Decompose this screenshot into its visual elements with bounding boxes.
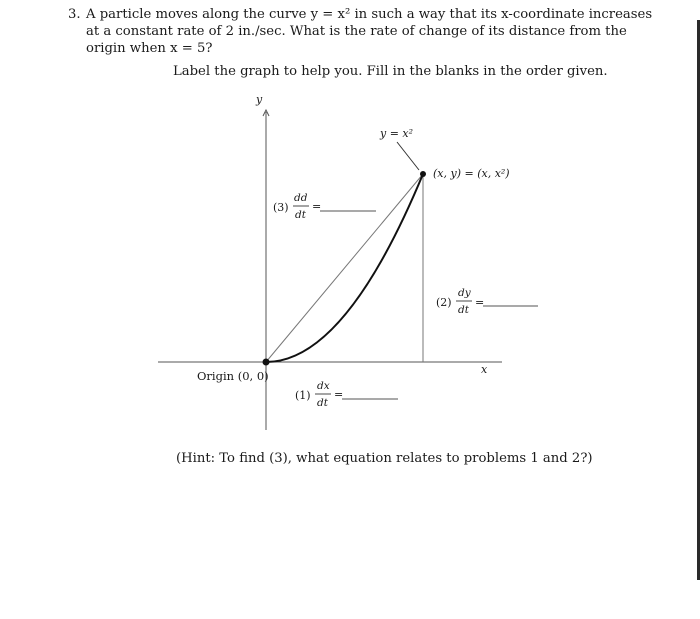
blank2-equals: =	[475, 296, 485, 309]
problem-statement: A particle moves along the curve y = x² in such a way that its x-coordinate increases at a constant rate of 2 in./sec. What is the rate of change of its distance from the origin when x = 5?	[86, 7, 653, 56]
curve-label: y = x²	[380, 127, 414, 140]
y-axis-label: y	[256, 93, 263, 106]
problem-number: 3.	[68, 7, 81, 22]
blank3-denominator: dt	[295, 209, 306, 221]
distance-segment	[266, 174, 423, 362]
blank2-numerator: dy	[458, 287, 471, 299]
point-label: (x, y) = (x, x²)	[433, 167, 510, 180]
origin-point	[263, 359, 270, 366]
blank3-numerator: dd	[294, 192, 308, 204]
x-axis-label: x	[481, 363, 488, 376]
blank1-number: (1)	[295, 389, 311, 402]
origin-label: Origin (0, 0)	[197, 369, 269, 383]
blank2-denominator: dt	[458, 304, 469, 316]
instructions: Label the graph to help you. Fill in the blanks in the order given.	[173, 64, 608, 79]
hint-text: (Hint: To find (3), what equation relates to problems 1 and 2?)	[176, 451, 593, 466]
particle-point	[420, 171, 426, 177]
blank3-number: (3)	[273, 201, 289, 214]
blank1-numerator: dx	[317, 380, 330, 392]
blank3-equals: =	[312, 200, 322, 213]
curve-pointer	[397, 142, 419, 170]
blank2-number: (2)	[436, 296, 452, 309]
blank1-denominator: dt	[317, 397, 328, 409]
blank1-equals: =	[334, 388, 344, 401]
